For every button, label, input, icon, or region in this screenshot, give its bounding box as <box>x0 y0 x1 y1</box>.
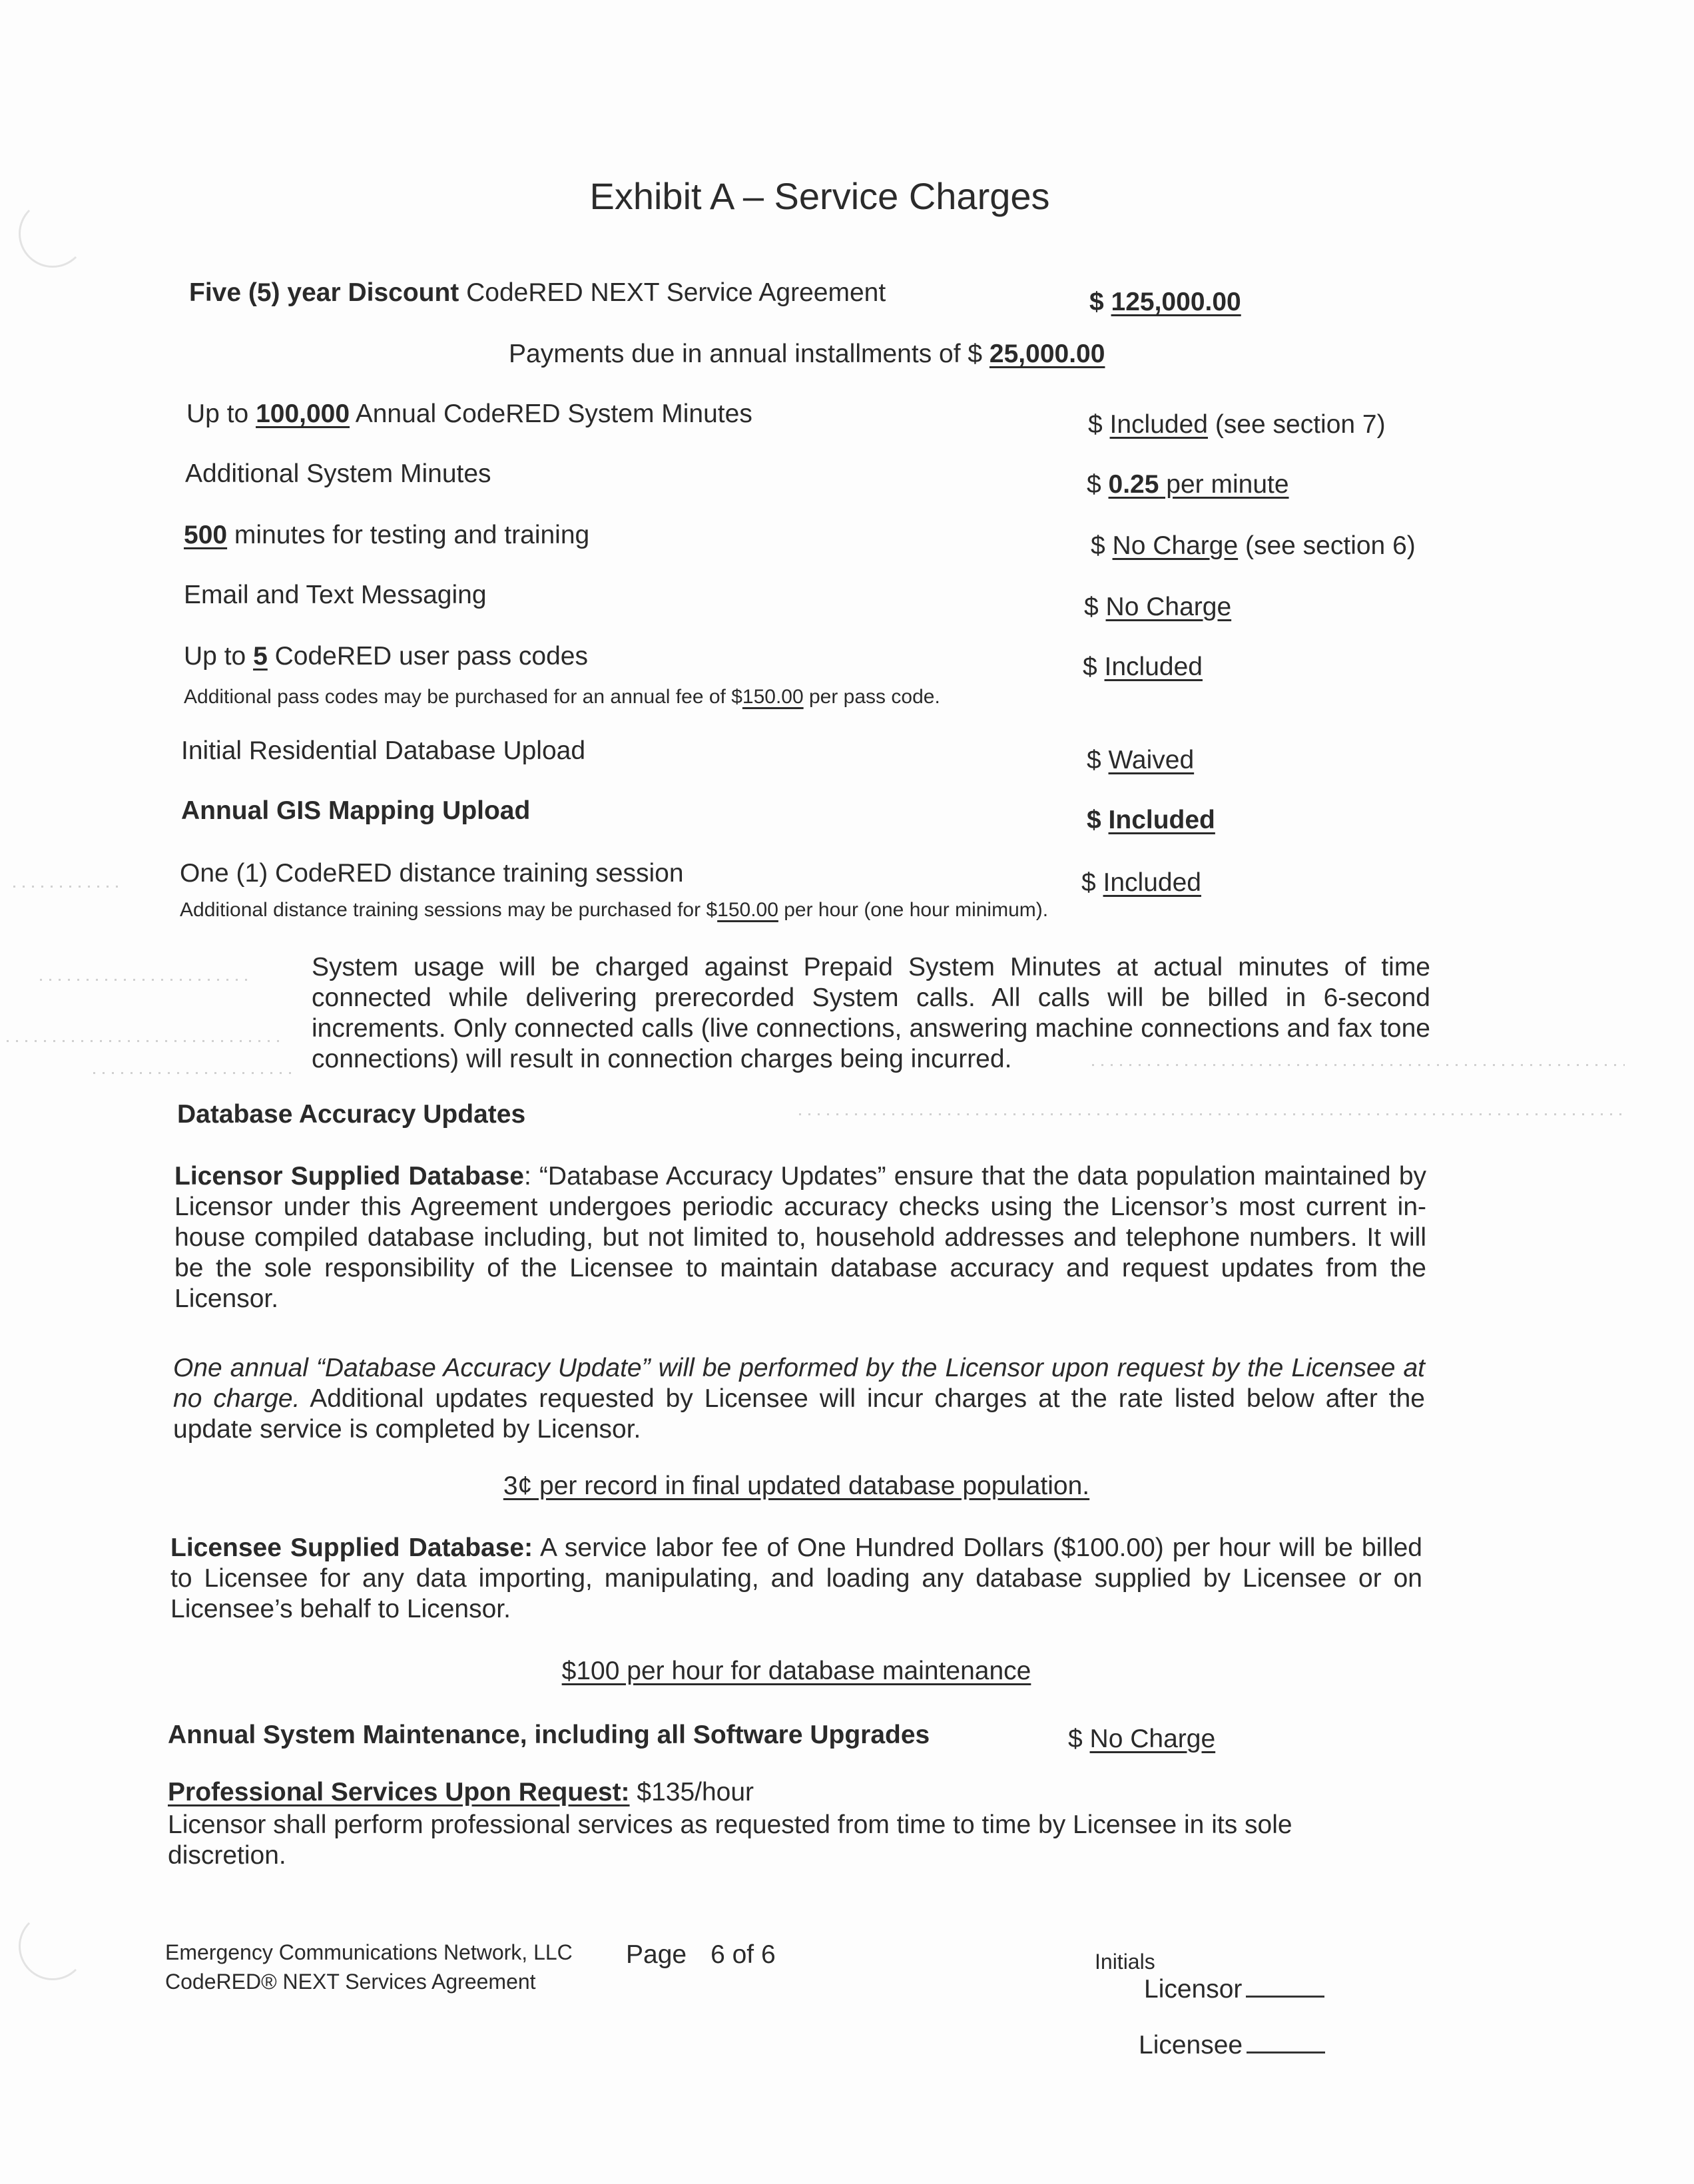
scan-noise <box>40 979 253 981</box>
agreement-label: Five (5) year Discount CodeRED NEXT Service Agreement <box>189 278 886 307</box>
professional-services-text: Licensor shall perform professional services as requested from time to time by Licensee in its sole discretion. <box>168 1810 1292 1870</box>
scan-noise <box>7 1040 286 1042</box>
item-annual-minutes: Up to 100,000 Annual CodeRED System Minutes <box>186 400 752 428</box>
scan-noise <box>13 886 120 888</box>
rate-maintenance: $100 per hour for database maintenance <box>561 1657 1031 1685</box>
item-residential-upload: Initial Residential Database Upload <box>181 736 586 765</box>
licensor-initials: Licensor <box>1144 1975 1324 2004</box>
professional-services-heading: Professional Services Upon Request: $135/hour <box>168 1778 754 1806</box>
item-testing-minutes-value: $ No Charge (see section 6) <box>1091 531 1416 560</box>
licensee-database-paragraph: Licensee Supplied Database: A service labor fee of One Hundred Dollars ($100.00) per hour will be billed to Licensee for any data importing, manipulating, and loading any database supplied by Licensee or on Licensee’s behalf to Licensor. <box>170 1533 1422 1623</box>
item-gis-upload-value: $ Included <box>1087 806 1215 834</box>
scan-noise <box>799 1113 1625 1115</box>
rate-per-record: 3¢ per record in final updated database population. <box>503 1472 1090 1500</box>
scan-noise <box>93 1072 293 1074</box>
item-pass-codes: Up to 5 CodeRED user pass codes <box>184 642 589 671</box>
footer-agreement: CodeRED® NEXT Services Agreement <box>165 1970 536 1994</box>
licensor-database-paragraph: Licensor Supplied Database: “Database Accuracy Updates” ensure that the data population maintained by Licensor under this Agreement undergoes periodic accuracy checks using the Licensor’s most current in-house compiled database including, but not limited to, household addresses and telephone numbers. It will be the sole responsibility of the Licensee to maintain database accuracy and request updates from the Licensor. <box>174 1162 1427 1313</box>
item-gis-upload: Annual GIS Mapping Upload <box>181 796 531 825</box>
annual-update-paragraph: One annual “Database Accuracy Update” will be performed by the Licensor upon request by the Licensee at no charge. Additional updates requested by Licensee will incur charges at the rate listed below after the update service is completed by Licensor. <box>173 1354 1425 1444</box>
item-distance-training-value: $ Included <box>1081 868 1201 897</box>
annual-maintenance-value: $ No Charge <box>1068 1725 1216 1753</box>
footer-page: Page 6 of 6 <box>626 1940 776 1969</box>
page-title: Exhibit A – Service Charges <box>589 175 1050 217</box>
payments-line: Payments due in annual installments of $ 25,000.00 <box>509 340 1105 368</box>
binder-hole-bottom <box>19 1912 87 1980</box>
item-pass-codes-note: Additional pass codes may be purchased for an annual fee of $150.00 per pass code. <box>184 686 940 708</box>
db-accuracy-heading: Database Accuracy Updates <box>177 1100 526 1129</box>
item-testing-minutes: 500 minutes for testing and training <box>184 521 590 549</box>
footer-initials: Initials <box>1095 1950 1155 1974</box>
agreement-value: $ 125,000.00 <box>1089 288 1241 316</box>
item-annual-minutes-value: $ Included (see section 7) <box>1088 410 1386 439</box>
licensee-initials: Licensee <box>1139 2031 1325 2060</box>
item-pass-codes-value: $ Included <box>1083 653 1203 681</box>
licensor-initials-blank <box>1246 1996 1324 1998</box>
item-distance-training: One (1) CodeRED distance training session <box>180 859 684 888</box>
item-additional-minutes-value: $ 0.25 per minute <box>1087 470 1289 499</box>
licensee-initials-blank <box>1247 2051 1325 2053</box>
usage-paragraph: System usage will be charged against Prepaid System Minutes at actual minutes of time connected while delivering prerecorded System calls. All calls will be billed in 6-second increments. Only connected calls (live connections, answering machine connections and fax tone connections) will result in connection charges being incurred. <box>312 953 1430 1073</box>
item-distance-training-note: Additional distance training sessions may be purchased for $150.00 per hour (one hour minimum). <box>180 899 1049 921</box>
footer-company: Emergency Communications Network, LLC <box>165 1940 573 1964</box>
item-email-text: Email and Text Messaging <box>184 581 487 609</box>
item-email-text-value: $ No Charge <box>1084 593 1232 621</box>
annual-maintenance-label: Annual System Maintenance, including all Software Upgrades <box>168 1721 930 1749</box>
item-additional-minutes: Additional System Minutes <box>185 459 491 488</box>
item-residential-upload-value: $ Waived <box>1087 746 1195 774</box>
